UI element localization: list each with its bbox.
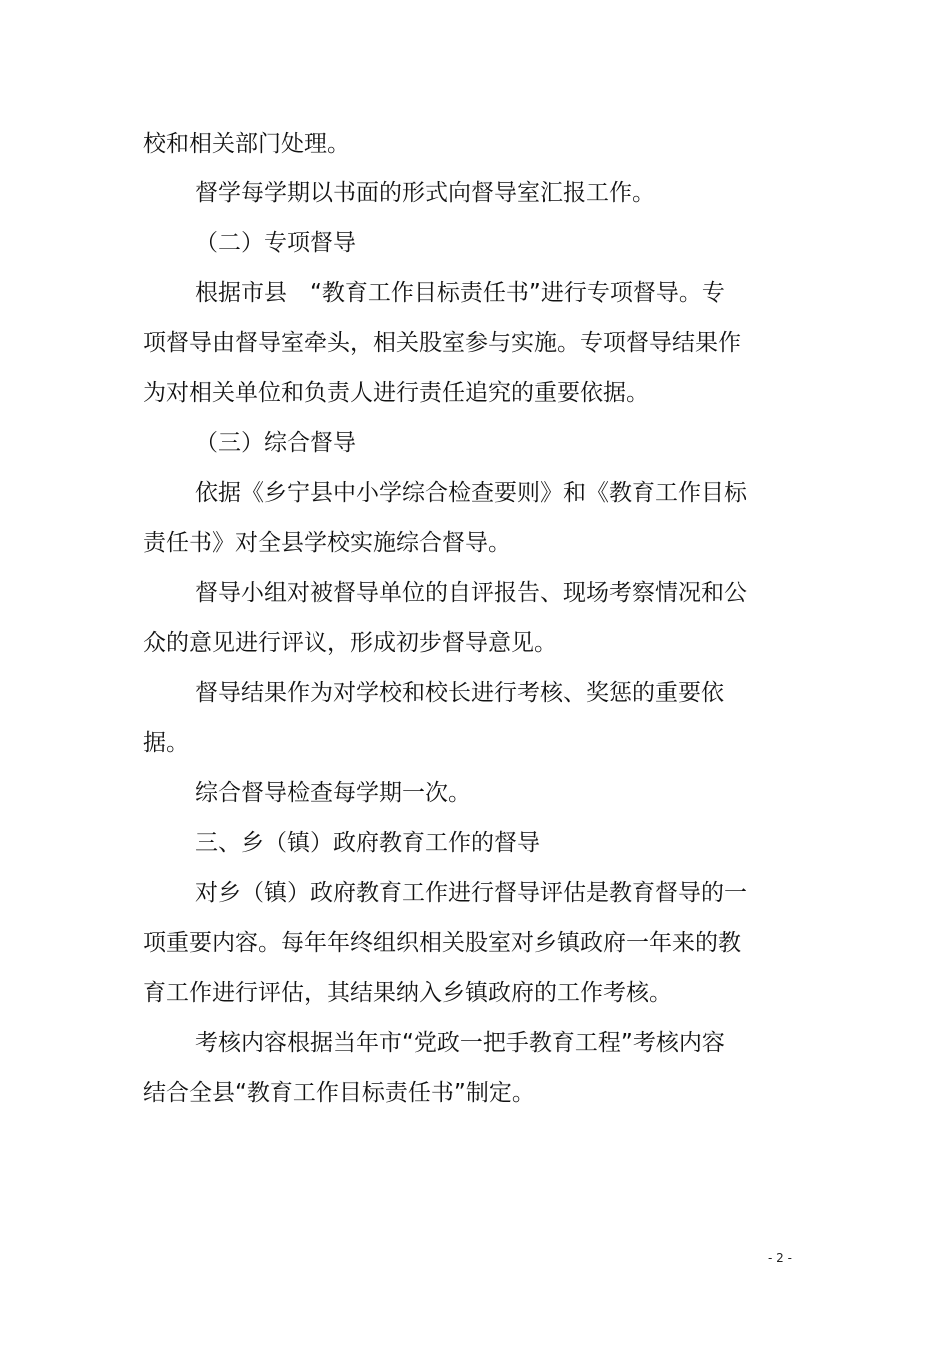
text-line: 依据《乡宁县中小学综合检查要则》和《教育工作目标: [195, 480, 747, 506]
text-line: 督学每学期以书面的形式向督导室汇报工作。: [195, 180, 655, 206]
text-line: 根据市县 “教育工作目标责任书”进行专项督导。专: [195, 280, 725, 306]
page-number: - 2 -: [768, 1251, 792, 1265]
text-line: 督导结果作为对学校和校长进行考核、奖惩的重要依: [195, 680, 724, 706]
text-line: 对乡（镇）政府教育工作进行督导评估是教育督导的一: [195, 880, 747, 906]
text-line: 综合督导检查每学期一次。: [195, 780, 471, 806]
text-line: 校和相关部门处理。: [143, 131, 350, 157]
text-line: 为对相关单位和负责人进行责任追究的重要依据。: [143, 380, 649, 406]
text-line: 结合全县“教育工作目标责任书”制定。: [143, 1080, 535, 1106]
section-heading: （二）专项督导: [195, 230, 356, 256]
text-line: 众的意见进行评议，形成初步督导意见。: [143, 630, 557, 656]
text-line: 督导小组对被督导单位的自评报告、现场考察情况和公: [195, 580, 747, 606]
text-line: 项重要内容。每年年终组织相关股室对乡镇政府一年来的教: [143, 930, 741, 956]
text-line: 育工作进行评估，其结果纳入乡镇政府的工作考核。: [143, 980, 672, 1006]
section-heading: （三）综合督导: [195, 430, 356, 456]
text-line: 项督导由督导室牵头，相关股室参与实施。专项督导结果作: [143, 330, 741, 356]
text-line: 据。: [143, 730, 189, 756]
section-heading: 三、乡（镇）政府教育工作的督导: [195, 830, 540, 856]
text-line: 考核内容根据当年市“党政一把手教育工程”考核内容: [195, 1030, 725, 1056]
text-line: 责任书》对全县学校实施综合督导。: [143, 530, 511, 556]
